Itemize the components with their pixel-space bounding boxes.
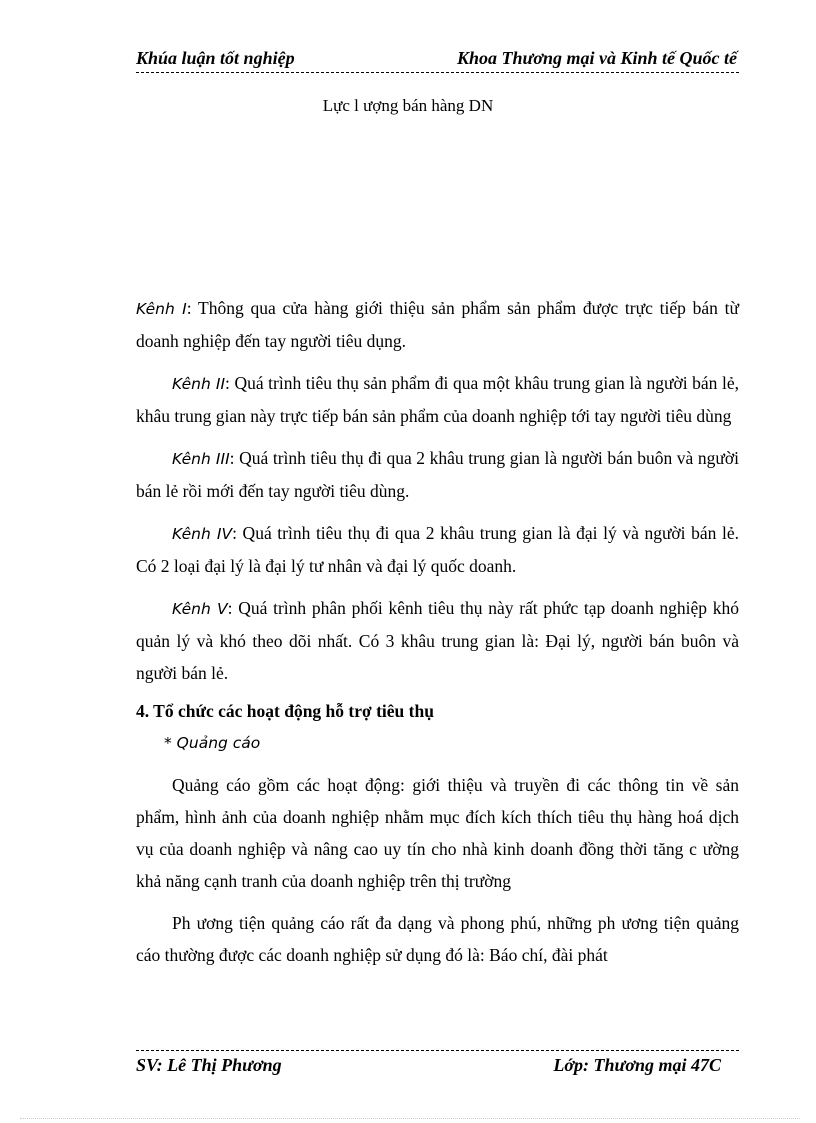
channel-text: : Quá trình tiêu thụ đi qua 2 khâu trung gian là người bán buôn và người bán lẻ rồi mới đến tay người tiêu dùng.	[136, 448, 739, 501]
channel-5-paragraph	[136, 592, 739, 689]
channel-label: Kênh IV	[172, 525, 233, 543]
channel-1-paragraph	[136, 292, 739, 357]
header-faculty: Khoa Thương mại và Kinh tế Quốc tế	[457, 48, 737, 68]
channel-text: : Quá trình tiêu thụ đi qua 2 khâu trung gian là đại lý và người bán lẻ. Có 2 loại đại lý là đại lý tư nhân và đại lý quốc doanh.	[136, 523, 739, 576]
channel-4-paragraph	[136, 517, 739, 582]
diagram-caption: Lực l ượng bán hàng DN	[322, 96, 494, 115]
channel-label: Kênh V	[172, 600, 228, 618]
channel-3-paragraph	[136, 442, 739, 507]
channel-label: Kênh III	[172, 450, 230, 468]
document-body	[136, 292, 739, 971]
channel-2-paragraph	[136, 367, 739, 432]
advertising-subheading: * Quảng cáo	[164, 734, 261, 752]
media-paragraph: Ph ương tiện quảng cáo rất đa dạng và phong phú, những ph ương tiện quảng cáo thường được các doanh nghiệp sử dụng đó là: Báo chí, đài phát	[136, 913, 739, 965]
section-heading: 4. Tổ chức các hoạt động hỗ trợ tiêu thụ	[136, 701, 434, 721]
channel-label: Kênh II	[172, 375, 226, 393]
page-bottom-rule	[20, 1118, 800, 1119]
footer-class: Lớp: Thương mại 47C	[553, 1055, 721, 1075]
page-footer	[136, 1050, 739, 1079]
channel-text: : Thông qua cửa hàng giới thiệu sản phẩm sản phẩm được trực tiếp bán từ doanh nghiệp đến tay người tiêu dụng.	[136, 298, 740, 351]
channel-text: : Quá trình tiêu thụ sản phẩm đi qua một khâu trung gian là người bán lẻ, khâu trung gian này trực tiếp bán sản phẩm của doanh nghiệp tới tay người tiêu dùng	[136, 373, 739, 426]
page-header	[136, 46, 739, 73]
channel-text: : Quá trình phân phối kênh tiêu thụ này rất phức tạp doanh nghiệp khó quản lý và khó theo dõi nhất. Có 3 khâu trung gian là: Đại lý, người bán buôn và người bán lẻ.	[136, 598, 739, 683]
channel-label: Kênh I	[136, 300, 187, 318]
header-thesis-title: Khúa luận tốt nghiệp	[136, 48, 295, 68]
footer-student: SV: Lê Thị Phương	[136, 1055, 282, 1075]
advertising-paragraph: Quảng cáo gồm các hoạt động: giới thiệu và truyền đi các thông tin về sản phẩm, hình ảnh của doanh nghiệp nhằm mục đích kích thích tiêu thụ hàng hoá dịch vụ của doanh nghiệp và nâng cao uy tín cho nhà kinh doanh đồng thời tăng c ường khả năng cạnh tranh của doanh nghiệp trên thị trường	[136, 775, 739, 891]
